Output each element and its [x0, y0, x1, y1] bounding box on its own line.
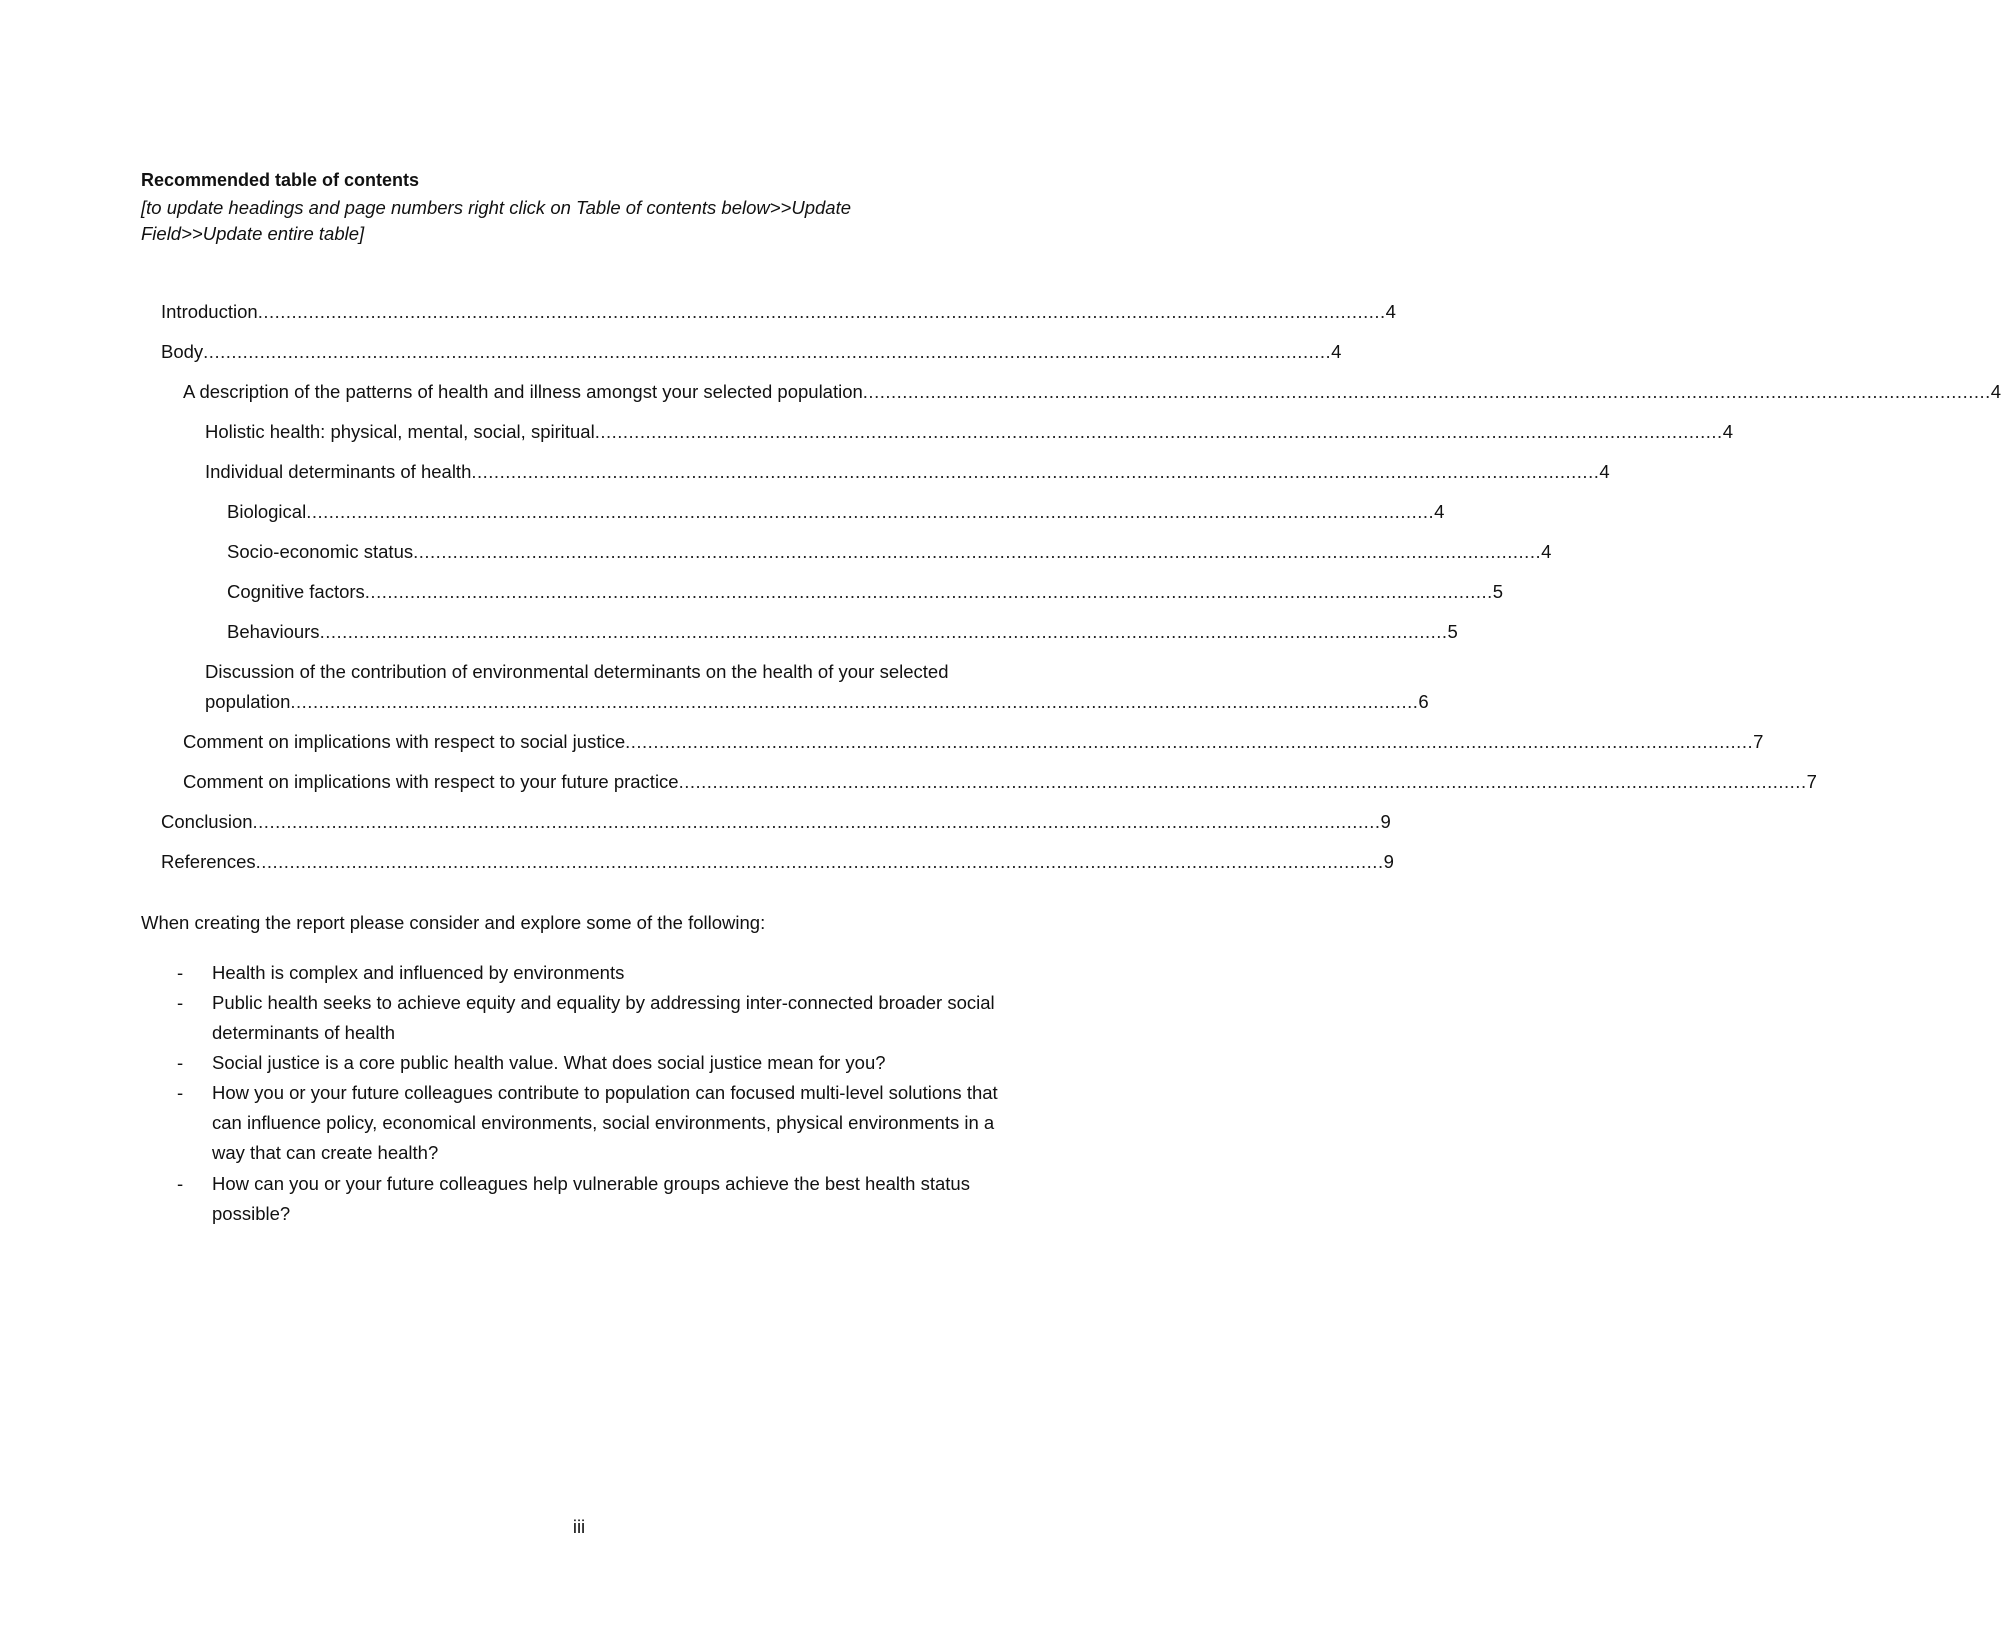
toc-page-number: 7: [1753, 731, 1764, 752]
toc-leader-dots: ........................................................................................................................................................................................................: [862, 381, 1991, 402]
toc-heading: Recommended table of contents: [141, 170, 420, 190]
toc-leader-dots: ........................................................................................................................................................................................................: [625, 731, 1754, 752]
toc-entry-references[interactable]: [161, 847, 1394, 877]
toc-page-number: 4: [1541, 541, 1552, 562]
intro-paragraph: When creating the report please consider and explore some of the following:: [141, 912, 766, 933]
toc-entry-socio-economic[interactable]: [227, 537, 1552, 567]
toc-entry-text: Socio-economic status: [227, 541, 414, 562]
toc-page-number: 4: [1722, 421, 1733, 442]
toc-entry-behaviours[interactable]: [227, 617, 1458, 647]
toc-entry-text: Biological: [227, 501, 307, 522]
toc-entry-text-line1: Discussion of the contribution of environmental determinants on the health of your selected: [205, 661, 949, 682]
toc-entry-text: Individual determinants of health: [205, 461, 472, 482]
list-item-text: Social justice is a core public health value. What does social justice mean for you?: [212, 1052, 886, 1073]
toc-entry-text: References: [161, 851, 256, 872]
toc-leader-dots: ........................................................................................................................................................................................................: [257, 301, 1386, 322]
toc-entry-text: Conclusion: [161, 811, 253, 832]
toc-leader-dots: ........................................................................................................................................................................................................: [594, 421, 1723, 442]
toc-entry-patterns-description[interactable]: [183, 377, 2001, 407]
list-item-text: How can you or your future colleagues help vulnerable groups achieve the best health status possible?: [212, 1173, 970, 1224]
bullet-marker: -: [177, 962, 184, 983]
toc-entry-introduction[interactable]: [161, 297, 1396, 327]
toc-page-number: 5: [1492, 581, 1504, 602]
toc-page-number: 4: [1599, 461, 1610, 482]
toc-entry-body[interactable]: [161, 337, 1342, 367]
toc-page-number: 7: [1806, 771, 1817, 792]
toc-page-number: 9: [1380, 811, 1391, 832]
toc-leader-dots: ........................................................................................................................................................................................................: [319, 621, 1448, 642]
toc-instruction: [to update headings and page numbers right click on Table of contents below>>Update Field>>Update entire table]: [141, 197, 852, 244]
toc-page-number: 4: [1990, 381, 2001, 402]
toc-entry-text: Comment on implications with respect to social justice: [183, 731, 626, 752]
list-item-text: How you or your future colleagues contribute to population can focused multi-level solutions that can influence policy, economical environments, social environments, physical environments in a way that can create health?: [212, 1082, 998, 1163]
toc-leader-dots: ........................................................................................................................................................................................................: [252, 811, 1381, 832]
toc-entry-text: A description of the patterns of health and illness amongst your selected population: [183, 381, 863, 402]
toc-entry-text: population: [205, 691, 291, 712]
list-item-text: Health is complex and influenced by environments: [212, 962, 625, 983]
toc-leader-dots: ........................................................................................................................................................................................................: [203, 341, 1332, 362]
bullet-marker: -: [177, 1052, 184, 1073]
list-item-text: Public health seeks to achieve equity and equality by addressing inter-connected broader social determinants of health: [212, 992, 995, 1043]
toc-leader-dots: ........................................................................................................................................................................................................: [255, 851, 1384, 872]
toc-entry-text: Body: [161, 341, 204, 362]
toc-entry-biological[interactable]: [227, 497, 1445, 527]
toc-entry-individual-determinants[interactable]: [205, 457, 1610, 487]
bullet-marker: -: [177, 1082, 184, 1103]
toc-entry-holistic-health[interactable]: [205, 417, 1733, 447]
toc-entry-future-practice[interactable]: [183, 767, 1817, 797]
toc-leader-dots: ........................................................................................................................................................................................................: [306, 501, 1435, 522]
toc-page-number: 4: [1434, 501, 1445, 522]
toc-leader-dots: ........................................................................................................................................................................................................: [678, 771, 1807, 792]
toc-page-number: 9: [1383, 851, 1394, 872]
toc-leader-dots: ........................................................................................................................................................................................................: [364, 581, 1493, 602]
toc-entry-cognitive-factors[interactable]: [227, 577, 1504, 607]
toc-page-number: 5: [1447, 621, 1458, 642]
toc-entry-social-justice[interactable]: [183, 727, 1764, 757]
page-number: iii: [572, 1516, 586, 1537]
toc-leader-dots: ........................................................................................................................................................................................................: [290, 691, 1419, 712]
toc-entry-conclusion[interactable]: [161, 807, 1391, 837]
toc-entry-environmental-determinants[interactable]: [205, 657, 1429, 717]
toc-entry-text: Comment on implications with respect to your future practice: [183, 771, 679, 792]
toc-page-number: 4: [1385, 301, 1396, 322]
toc-entry-text: Holistic health: physical, mental, social, spiritual: [205, 421, 595, 442]
toc-page-number: 4: [1331, 341, 1342, 362]
toc-leader-dots: ........................................................................................................................................................................................................: [471, 461, 1600, 482]
bullet-marker: -: [177, 992, 184, 1013]
toc-entry-text: Cognitive factors: [227, 581, 365, 602]
toc-entry-text: Introduction: [161, 301, 258, 322]
bullet-marker: -: [177, 1173, 184, 1194]
toc-leader-dots: ........................................................................................................................................................................................................: [413, 541, 1542, 562]
toc-entry-text: Behaviours: [227, 621, 320, 642]
toc-page-number: 6: [1418, 691, 1429, 712]
